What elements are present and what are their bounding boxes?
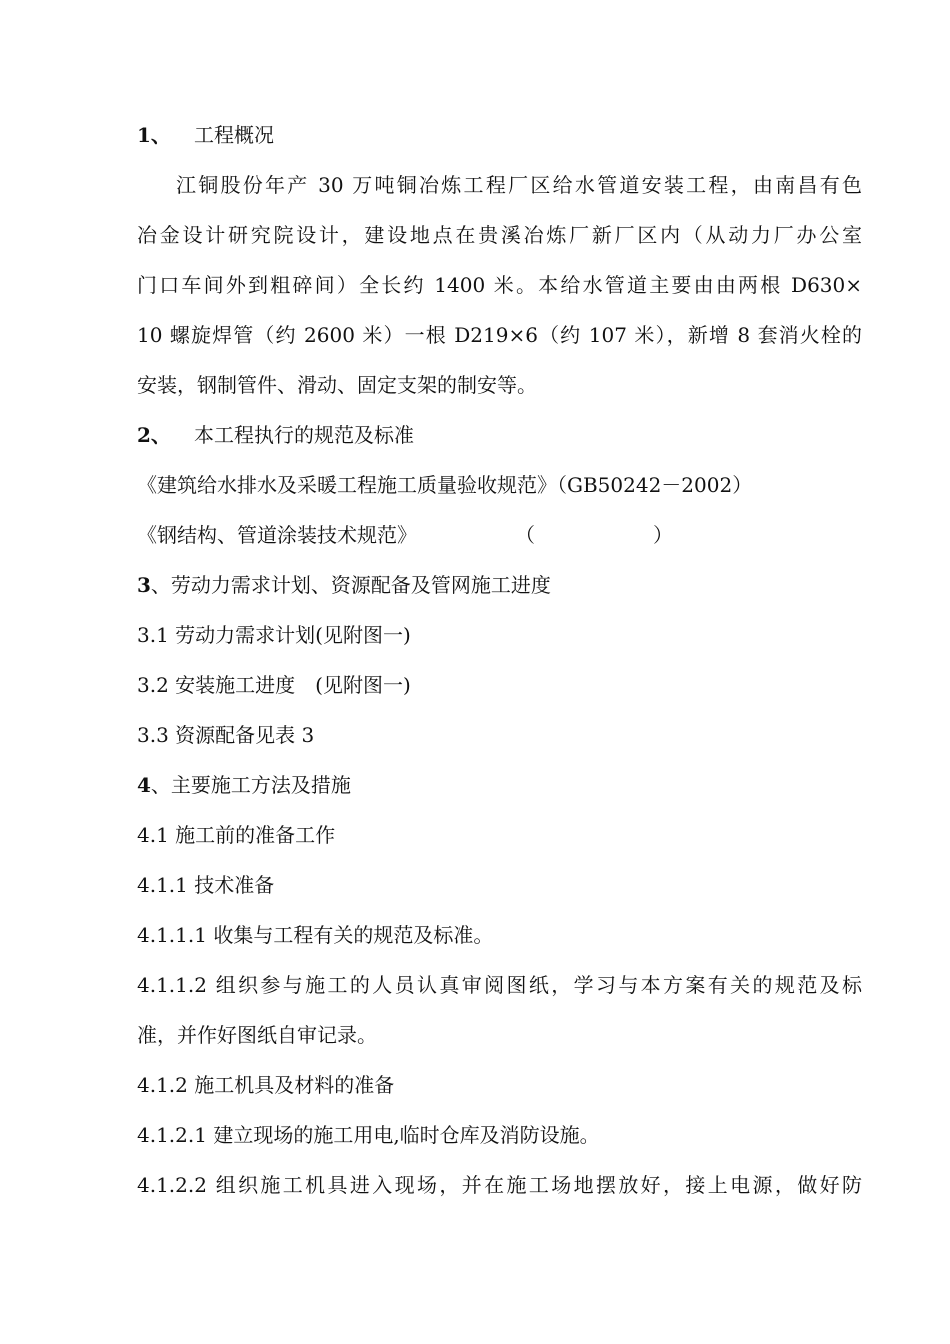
section-1-heading (137, 122, 862, 148)
subsection-line: 4.1.1.2 组织参与施工的人员认真审阅图纸，学习与本方案有关的规范及标 (137, 973, 862, 997)
subsection-line: 4.1.2.1 建立现场的施工用电,临时仓库及消防设施。 (137, 1123, 600, 1147)
section-3-heading (137, 572, 862, 598)
subsection-line: 4.1 施工前的准备工作 (137, 823, 336, 847)
section-2-heading (137, 422, 862, 448)
subsection-line: 3.3 资源配备见表 3 (137, 723, 315, 747)
standard-code-close: ） (653, 523, 673, 547)
section-4-number: 4 (137, 773, 151, 797)
paragraph-line: 门口车间外到粗碎间）全长约 1400 米。本给水管道主要由由两根 D630× (137, 273, 862, 297)
section-1-title: 工程概况 (194, 123, 274, 147)
subsection-line: 4.1.2.2 组织施工机具进入现场，并在施工场地摆放好，接上电源，做好防 (137, 1173, 862, 1197)
standard-code-open: （ (515, 523, 535, 547)
paragraph-line: 冶金设计研究院设计，建设地点在贵溪冶炼厂新厂区内（从动力厂办公室 (137, 223, 862, 247)
section-3-title: 、劳动力需求计划、资源配备及管网施工进度 (150, 573, 551, 597)
section-4-title: 、主要施工方法及措施 (150, 773, 351, 797)
subsection-line: 4.1.2 施工机具及材料的准备 (137, 1073, 395, 1097)
section-1-number: 1、 (137, 123, 171, 147)
subsection-line: 3.2 安装施工进度 (见附图一) (137, 673, 411, 697)
standard-name: 《钢结构、管道涂装技术规范》 (137, 523, 417, 547)
subsection-line: 4.1.1.1 收集与工程有关的规范及标准。 (137, 923, 494, 947)
paragraph-line: 10 螺旋焊管（约 2600 米）一根 D219×6（约 107 米），新增 8 套消火栓的 (137, 323, 862, 347)
subsection-line: 4.1.1 技术准备 (137, 873, 275, 897)
section-3-number: 3 (137, 573, 151, 597)
paragraph-line: 安装，钢制管件、滑动、固定支架的制安等。 (137, 373, 537, 397)
section-4-heading (137, 772, 862, 798)
subsection-line: 准，并作好图纸自审记录。 (137, 1023, 377, 1047)
paragraph-line: 江铜股份年产 30 万吨铜冶炼工程厂区给水管道安装工程，由南昌有色 (176, 173, 862, 197)
standard-line: 《建筑给水排水及采暖工程施工质量验收规范》（GB50242－2002） (137, 473, 753, 497)
subsection-line: 3.1 劳动力需求计划(见附图一) (137, 623, 411, 647)
section-2-title: 本工程执行的规范及标准 (194, 423, 414, 447)
standard-line (137, 522, 862, 548)
section-2-number: 2、 (137, 423, 171, 447)
